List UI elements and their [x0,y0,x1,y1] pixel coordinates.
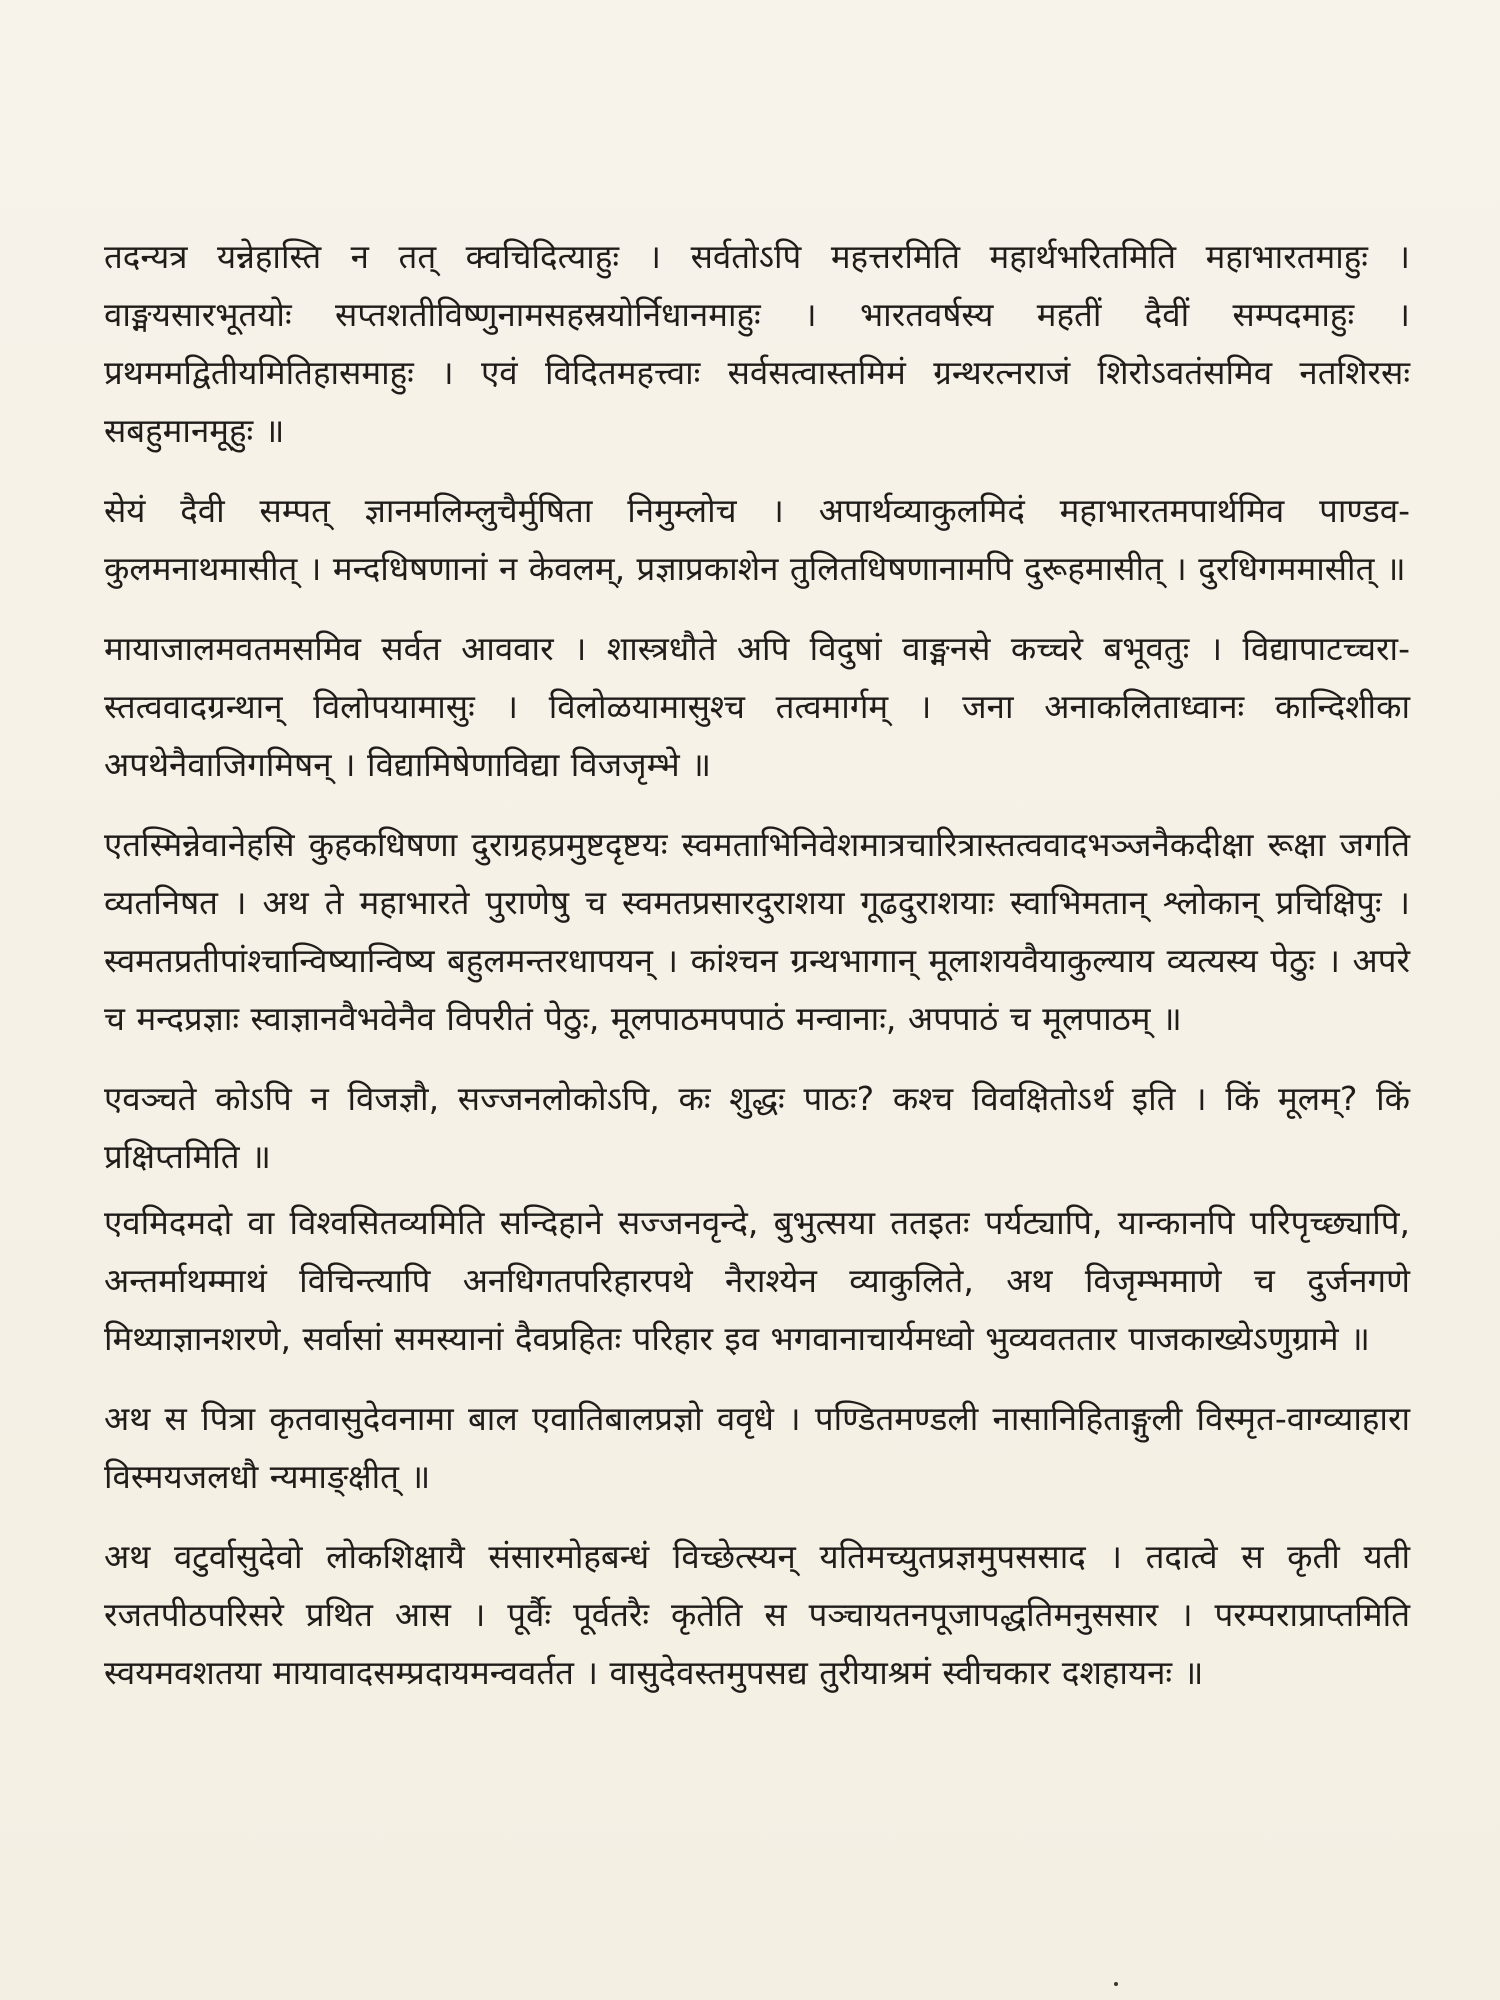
paragraph-4: एतस्मिन्नेवानेहसि कुहकधिषणा दुराग्रहप्रमुष्टदृष्टयः स्वमताभिनिवेशमात्रचारित्रास्तत्ववादभञ्जनैकदीक्षा रूक्षा जगति व्यतनिषत । अथ ते महाभारते पुराणेषु च स्वमतप्रसारदुराशया गूढदुराशयाः स्वाभिमतान् श्लोकान् प्रचिक्षिपुः । स्वमतप्रतीपांश्चान्विष्यान्विष्य बहुलमन्तरधापयन् । कांश्चन ग्रन्थभागान् मूलाशयवैयाकुल्याय व्यत्यस्य पेठुः । अपरे च मन्दप्रज्ञाः स्वाज्ञानवैभवेनैव विपरीतं पेठुः, मूलपाठमपपाठं मन्वानाः, अपपाठं च मूलपाठम् ॥ [104,825,1410,1038]
page-speck [1114,1982,1118,1986]
paragraph-8: अथ वटुर्वासुदेवो लोकशिक्षायै संसारमोहबन्धं विच्छेत्स्यन् यतिमच्युतप्रज्ञमुपससाद । तदात्वे स कृती यती रजतपीठपरिसरे प्रथित आस । पूर्वैः पूर्वतरैः कृतेति स पञ्चायतनपूजापद्धतिमनुससार । परम्पराप्राप्तमिति स्वयमवशतया मायावादसम्प्रदायमन्ववर्तत । वासुदेवस्तमुपसद्य तुरीयाश्रमं स्वीचकार दशहायनः ॥ [104,1537,1410,1692]
paragraph-3: मायाजालमवतमसमिव सर्वत आववार । शास्त्रधौते अपि विदुषां वाङ्मनसे कच्चरे बभूवतुः । विद्यापाटच्चरा-स्तत्ववादग्रन्थान् विलोपयामासुः । विलोळयामासुश्च तत्वमार्गम् । जना अनाकलिताध्वानः कान्दिशीका अपथेनैवाजिगमिषन् । विद्यामिषेणाविद्या विजजृम्भे ॥ [104,629,1410,784]
paragraph-7: अथ स पित्रा कृतवासुदेवनामा बाल एवातिबालप्रज्ञो ववृधे । पण्डितमण्डली नासानिहिताङ्गुली विस्मृत-वाग्व्याहारा विस्मयजलधौ न्यमाङ्क्षीत् ॥ [104,1399,1410,1496]
paragraph-5: एवञ्चते कोऽपि न विजज्ञौ, सज्जनलोकोऽपि, कः शुद्धः पाठः? कश्च विवक्षितोऽर्थ इति । किं मूलम्? किं प्रक्षिप्तमिति ॥ [104,1079,1410,1176]
paragraph-2: सेयं दैवी सम्पत् ज्ञानमलिम्लुचैर्मुषिता निमुम्लोच । अपार्थव्याकुलमिदं महाभारतमपार्थमिव पाण्डव-कुलमनाथमासीत् । मन्दधिषणानां न केवलम्, प्रज्ञाप्रकाशेन तुलितधिषणानामपि दुरूहमासीत् । दुरधिगममासीत् ॥ [104,491,1410,588]
paragraph-6: एवमिदमदो वा विश्वसितव्यमिति सन्दिहाने सज्जनवृन्दे, बुभुत्सया ततइतः पर्यट्यापि, यान्कानपि परिपृच्छ्यापि, अन्तर्माथम्माथं विचिन्त्यापि अनधिगतपरिहारपथे नैराश्येन व्याकुलिते, अथ विजृम्भमाणे च दुर्जनगणे मिथ्याज्ञानशरणे, सर्वासां समस्यानां दैवप्रहितः परिहार इव भगवानाचार्यमध्वो भुव्यवततार पाजकाख्येऽणुग्रामे ॥ [104,1203,1410,1358]
paragraph-1: तदन्यत्र यन्नेहास्ति न तत् क्वचिदित्याहुः । सर्वतोऽपि महत्तरमिति महार्थभरितमिति महाभारतमाहुः । वाङ्मयसारभूतयोः सप्तशतीविष्णुनामसहस्रयोर्निधानमाहुः । भारतवर्षस्य महतीं दैवीं सम्पदमाहुः । प्रथममद्वितीयमितिहासमाहुः । एवं विदितमहत्त्वाः सर्वसत्वास्तमिमं ग्रन्थरत्नराजं शिरोऽवतंसमिव नतशिरसः सबहुमानमूहुः ॥ [104,237,1410,450]
